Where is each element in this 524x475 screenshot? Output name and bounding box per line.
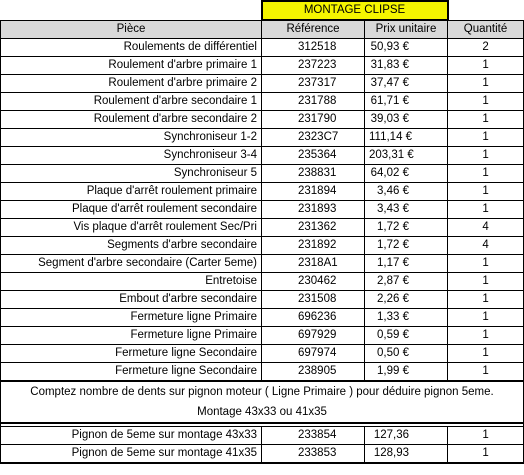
quantity-cell[interactable]: 4 [448,237,524,255]
table-row [1,183,524,201]
piece-cell[interactable]: Fermeture ligne Secondaire [1,345,262,363]
quantity-cell[interactable]: 1 [448,363,524,382]
price-cell[interactable]: 50,93 € [365,39,448,57]
piece-cell[interactable]: Embout d'arbre secondaire [1,291,262,309]
price-cell[interactable]: 0,50 € [365,345,448,363]
piece-cell[interactable]: Roulement d'arbre primaire 1 [1,57,262,75]
reference-cell[interactable]: 233853 [262,445,365,464]
reference-cell[interactable]: 231362 [262,219,365,237]
table-row [1,427,524,445]
price-cell[interactable]: 203,31 € [365,147,448,165]
table-row [1,111,524,129]
table-row [1,273,524,291]
table-row [1,219,524,237]
quantity-cell[interactable]: 1 [448,273,524,291]
piece-cell[interactable]: Roulement d'arbre primaire 2 [1,75,262,93]
price-cell[interactable]: 1,17 € [365,255,448,273]
quantity-cell[interactable]: 1 [448,183,524,201]
price-cell[interactable]: 1,72 € [365,219,448,237]
quantity-cell[interactable]: 2 [448,39,524,57]
header-reference[interactable]: Référence [262,20,365,39]
table-row [1,345,524,363]
table-row [1,147,524,165]
quantity-cell[interactable]: 1 [448,147,524,165]
note-text[interactable]: Montage 43x33 ou 41x35 [1,402,524,423]
table-row [1,291,524,309]
note-row [1,402,524,423]
price-cell[interactable]: 1,72 € [365,237,448,255]
reference-cell[interactable]: 312518 [262,39,365,57]
price-cell[interactable]: 127,36 [365,427,448,445]
quantity-cell[interactable]: 1 [448,165,524,183]
price-cell[interactable]: 3,43 € [365,201,448,219]
quantity-cell[interactable]: 1 [448,129,524,147]
piece-cell[interactable]: Plaque d'arrêt roulement secondaire [1,201,262,219]
piece-cell[interactable]: Fermeture ligne Secondaire [1,363,262,382]
table-row [1,201,524,219]
piece-cell[interactable]: Fermeture ligne Primaire [1,309,262,327]
title-row [1,1,524,20]
reference-cell[interactable]: 231892 [262,237,365,255]
quantity-cell[interactable]: 1 [448,57,524,75]
reference-cell[interactable]: 237223 [262,57,365,75]
header-quantite[interactable]: Quantité [448,20,524,39]
quantity-cell[interactable]: 1 [448,75,524,93]
piece-cell[interactable]: Roulement d'arbre secondaire 2 [1,111,262,129]
price-cell[interactable]: 1,33 € [365,309,448,327]
price-cell[interactable]: 1,99 € [365,363,448,382]
reference-cell[interactable]: 235364 [262,147,365,165]
quantity-cell[interactable]: 1 [448,427,524,445]
piece-cell[interactable]: Fermeture ligne Primaire [1,327,262,345]
price-cell[interactable]: 128,93 [365,445,448,464]
price-cell[interactable]: 111,14 € [365,129,448,147]
table-row [1,165,524,183]
piece-cell[interactable]: Pignon de 5eme sur montage 43x33 [1,427,262,445]
price-cell[interactable]: 2,26 € [365,291,448,309]
reference-cell[interactable]: 230462 [262,273,365,291]
price-cell[interactable]: 37,47 € [365,75,448,93]
piece-cell[interactable]: Entretoise [1,273,262,291]
reference-cell[interactable]: 231788 [262,93,365,111]
quantity-cell[interactable]: 1 [448,309,524,327]
quantity-cell[interactable]: 1 [448,445,524,464]
reference-cell[interactable]: 233854 [262,427,365,445]
reference-cell[interactable]: 696236 [262,309,365,327]
price-cell[interactable]: 64,02 € [365,165,448,183]
header-row [1,20,524,39]
quantity-cell[interactable]: 4 [448,219,524,237]
piece-cell[interactable]: Roulement d'arbre secondaire 1 [1,93,262,111]
table-row [1,255,524,273]
reference-cell[interactable]: 697974 [262,345,365,363]
reference-cell[interactable]: 237317 [262,75,365,93]
sheet-title[interactable]: MONTAGE CLIPSE [262,1,448,20]
table-row [1,75,524,93]
note-row [1,381,524,402]
header-prix[interactable]: Prix unitaire [365,20,448,39]
table-row [1,129,524,147]
piece-cell[interactable]: Roulements de différentiel [1,39,262,57]
reference-cell[interactable]: 231790 [262,111,365,129]
price-cell[interactable]: 61,71 € [365,93,448,111]
price-cell[interactable]: 3,46 € [365,183,448,201]
reference-cell[interactable]: 697929 [262,327,365,345]
piece-cell[interactable]: Synchroniseur 1-2 [1,129,262,147]
quantity-cell[interactable]: 1 [448,255,524,273]
piece-cell[interactable]: Segments d'arbre secondaire [1,237,262,255]
table-row [1,39,524,57]
reference-cell[interactable]: 231893 [262,201,365,219]
piece-cell[interactable]: Synchroniseur 3-4 [1,147,262,165]
reference-cell[interactable]: 231894 [262,183,365,201]
reference-cell[interactable]: 238905 [262,363,365,382]
quantity-cell[interactable]: 1 [448,291,524,309]
note-text[interactable]: Comptez nombre de dents sur pignon moteur ( Ligne Primaire ) pour déduire pignon 5eme. [1,381,524,402]
price-cell[interactable]: 39,03 € [365,111,448,129]
quantity-cell[interactable]: 1 [448,345,524,363]
quantity-cell[interactable]: 1 [448,93,524,111]
piece-cell[interactable]: Plaque d'arrêt roulement primaire [1,183,262,201]
reference-cell[interactable]: 231508 [262,291,365,309]
table-row [1,327,524,345]
reference-cell[interactable]: 2318A1 [262,255,365,273]
piece-cell[interactable]: Segment d'arbre secondaire (Carter 5eme) [1,255,262,273]
table-row [1,363,524,382]
price-cell[interactable]: 0,59 € [365,327,448,345]
piece-cell[interactable]: Synchroniseur 5 [1,165,262,183]
price-cell[interactable]: 2,87 € [365,273,448,291]
piece-cell[interactable]: Vis plaque d'arrêt roulement Sec/Pri [1,219,262,237]
table-row [1,237,524,255]
header-piece[interactable]: Pièce [1,20,262,39]
quantity-cell[interactable]: 1 [448,111,524,129]
table-row [1,57,524,75]
price-cell[interactable]: 31,83 € [365,57,448,75]
quantity-cell[interactable]: 1 [448,327,524,345]
reference-cell[interactable]: 238831 [262,165,365,183]
table-row [1,93,524,111]
table-row [1,445,524,464]
reference-cell[interactable]: 2323C7 [262,129,365,147]
quantity-cell[interactable]: 1 [448,201,524,219]
piece-cell[interactable]: Pignon de 5eme sur montage 41x35 [1,445,262,464]
table-row [1,309,524,327]
